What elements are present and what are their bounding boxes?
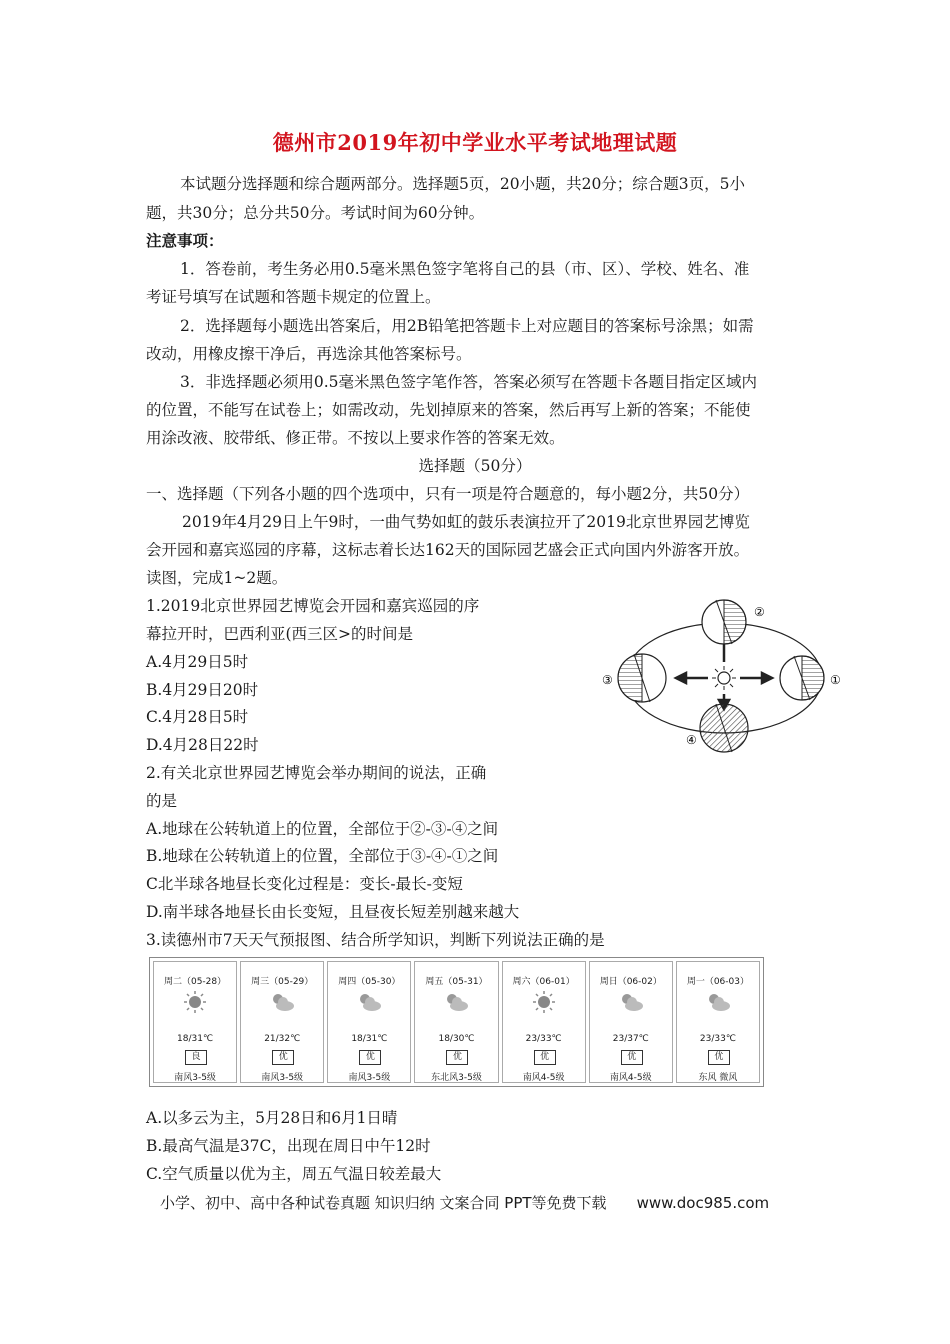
question-2-option-b: B.地球在公转轨道上的位置，全部位于③-④-①之间 — [146, 847, 499, 865]
weather-date: 周三（05-29） — [251, 977, 314, 987]
air-quality-badge: 优 — [272, 1050, 294, 1065]
footer-site-link[interactable]: www.doc985.com — [636, 1194, 770, 1212]
partly-cloudy-icon — [704, 990, 732, 1014]
weather-temperature: 18/31℃ — [351, 1034, 388, 1044]
air-quality-badge: 优 — [359, 1050, 381, 1065]
weather-date: 周五（05-31） — [425, 977, 488, 987]
partly-cloudy-icon — [617, 990, 645, 1014]
sun-icon — [712, 666, 736, 690]
air-quality-badge: 良 — [185, 1050, 207, 1065]
question-1-option-c: C.4月28日5时 — [146, 708, 249, 726]
note-line: 用涂改液、胶带纸、修正带。不按以上要求作答的答案无效。 — [146, 429, 565, 447]
note-line: 2．选择题每小题选出答案后，用2B铅笔把答题卡上对应题目的答案标号涂黑；如需 — [180, 317, 754, 335]
weather-forecast-table — [149, 957, 764, 1087]
earth-position-1 — [780, 656, 824, 700]
weather-wind: 南风3-5级 — [174, 1073, 216, 1083]
weather-date: 周日（06-02） — [599, 977, 662, 987]
question-1-option-d: D.4月28日22时 — [146, 736, 259, 754]
question-2-stem: 的是 — [146, 792, 178, 810]
note-line: 3．非选择题必须用0.5毫米黑色签字笔作答，答案必须写在答题卡各题目指定区域内 — [180, 373, 758, 391]
page-title: 德州市2019年初中学业水平考试地理试题 — [272, 130, 678, 155]
weather-wind: 南风4-5级 — [522, 1073, 565, 1083]
note-line: 1．答卷前，考生务必用0.5毫米黑色签字笔将自己的县（市、区）、学校、姓名、准 — [180, 260, 750, 278]
section-title: 选择题（50分） — [418, 457, 532, 475]
earth-position-2 — [702, 600, 746, 644]
weather-wind: 南风3-5级 — [261, 1073, 304, 1083]
question-2-option-a: A.地球在公转轨道上的位置，全部位于②-③-④之间 — [146, 820, 499, 838]
weather-day-card — [327, 961, 411, 1083]
footer-text: 小学、初中、高中各种试卷真题 知识归纳 文案合同 PPT等免费下载 — [160, 1194, 607, 1212]
weather-date: 周二（05-28） — [163, 977, 227, 987]
weather-temperature: 23/33℃ — [525, 1034, 562, 1044]
weather-temperature: 21/32℃ — [264, 1034, 301, 1044]
question-1-stem: 1.2019北京世界园艺博览会开园和嘉宾巡园的序 — [146, 597, 480, 615]
weather-temperature: 18/30℃ — [438, 1034, 475, 1044]
position-label: ② — [754, 605, 765, 619]
weather-temperature: 23/37℃ — [612, 1034, 649, 1044]
weather-wind: 南风4-5级 — [609, 1073, 652, 1083]
note-line: 的位置，不能写在试卷上；如需改动，先划掉原来的答案，然后再写上新的答案；不能使 — [146, 401, 751, 419]
weather-date: 周六（06-01） — [512, 977, 575, 987]
sunny-icon — [181, 990, 209, 1014]
weather-temperature: 18/31℃ — [177, 1034, 214, 1044]
position-label: ① — [830, 673, 841, 687]
passage-line: 读图，完成1~2题。 — [146, 569, 288, 587]
question-3-option-a: A.以多云为主，5月28日和6月1日晴 — [146, 1109, 398, 1127]
weather-wind: 东风 微风 — [698, 1073, 738, 1083]
question-1-option-b: B.4月29日20时 — [146, 681, 259, 699]
partly-cloudy-icon — [355, 990, 383, 1014]
earth-position-4 — [700, 704, 748, 752]
partly-cloudy-icon — [442, 990, 470, 1014]
intro-line: 本试题分选择题和综合题两部分。选择题5页，20小题，共20分；综合题3页，5小 — [180, 175, 746, 193]
weather-temperature: 23/33℃ — [699, 1034, 736, 1044]
weather-wind: 南风3-5级 — [348, 1073, 391, 1083]
question-3-stem: 3.读德州市7天天气预报图、结合所学知识，判断下列说法正确的是 — [146, 931, 605, 949]
part-heading: 一、选择题（下列各小题的四个选项中，只有一项是符合题意的，每小题2分，共50分） — [146, 485, 750, 503]
notes-heading: 注意事项： — [146, 231, 224, 250]
question-2-option-c: C北半球各地昼长变化过程是：变长-最长-变短 — [146, 875, 463, 893]
sunny-icon — [530, 990, 558, 1014]
partly-cloudy-icon — [268, 990, 296, 1014]
air-quality-badge: 优 — [708, 1050, 730, 1065]
intro-line: 题，共30分；总分共50分。考试时间为60分钟。 — [146, 204, 485, 222]
earth-position-3 — [618, 654, 666, 702]
air-quality-badge: 优 — [446, 1050, 468, 1065]
weather-date: 周四（05-30） — [338, 977, 401, 987]
weather-day-card — [502, 961, 586, 1083]
question-2-stem: 2.有关北京世界园艺博览会举办期间的说法，正确 — [146, 764, 487, 782]
weather-day-card — [153, 961, 237, 1083]
earth-orbit-diagram — [598, 592, 850, 760]
note-line: 考证号填写在试题和答题卡规定的位置上。 — [146, 288, 441, 306]
position-label: ④ — [686, 733, 697, 747]
question-2-option-d: D.南半球各地昼长由长变短，且昼夜长短差别越来越大 — [146, 903, 520, 921]
air-quality-badge: 优 — [534, 1050, 556, 1065]
note-line: 改动，用橡皮擦干净后，再选涂其他答案标号。 — [146, 345, 472, 363]
weather-day-card — [240, 961, 324, 1083]
weather-day-card — [589, 961, 673, 1083]
question-1-option-a: A.4月29日5时 — [146, 653, 249, 671]
air-quality-badge: 优 — [621, 1050, 643, 1065]
weather-date: 周一（06-03） — [686, 977, 749, 987]
weather-day-card — [676, 961, 760, 1083]
weather-wind: 东北风3-5级 — [431, 1073, 482, 1083]
passage-line: 会开园和嘉宾巡园的序幕，这标志着长达162天的国际园艺盛会正式向国内外游客开放。 — [146, 541, 750, 559]
question-3-option-b: B.最高气温是37C，出现在周日中午12时 — [146, 1137, 431, 1155]
position-label: ③ — [602, 673, 613, 687]
question-1-stem: 幕拉开时，巴西利亚(西三区>的时间是 — [146, 625, 414, 643]
weather-day-card — [414, 961, 498, 1083]
page-footer — [160, 1192, 769, 1213]
passage-line: 2019年4月29日上午9时，一曲气势如虹的鼓乐表演拉开了2019北京世界园艺博览 — [182, 513, 750, 531]
question-3-option-c: C.空气质量以优为主，周五气温日较差最大 — [146, 1165, 442, 1183]
